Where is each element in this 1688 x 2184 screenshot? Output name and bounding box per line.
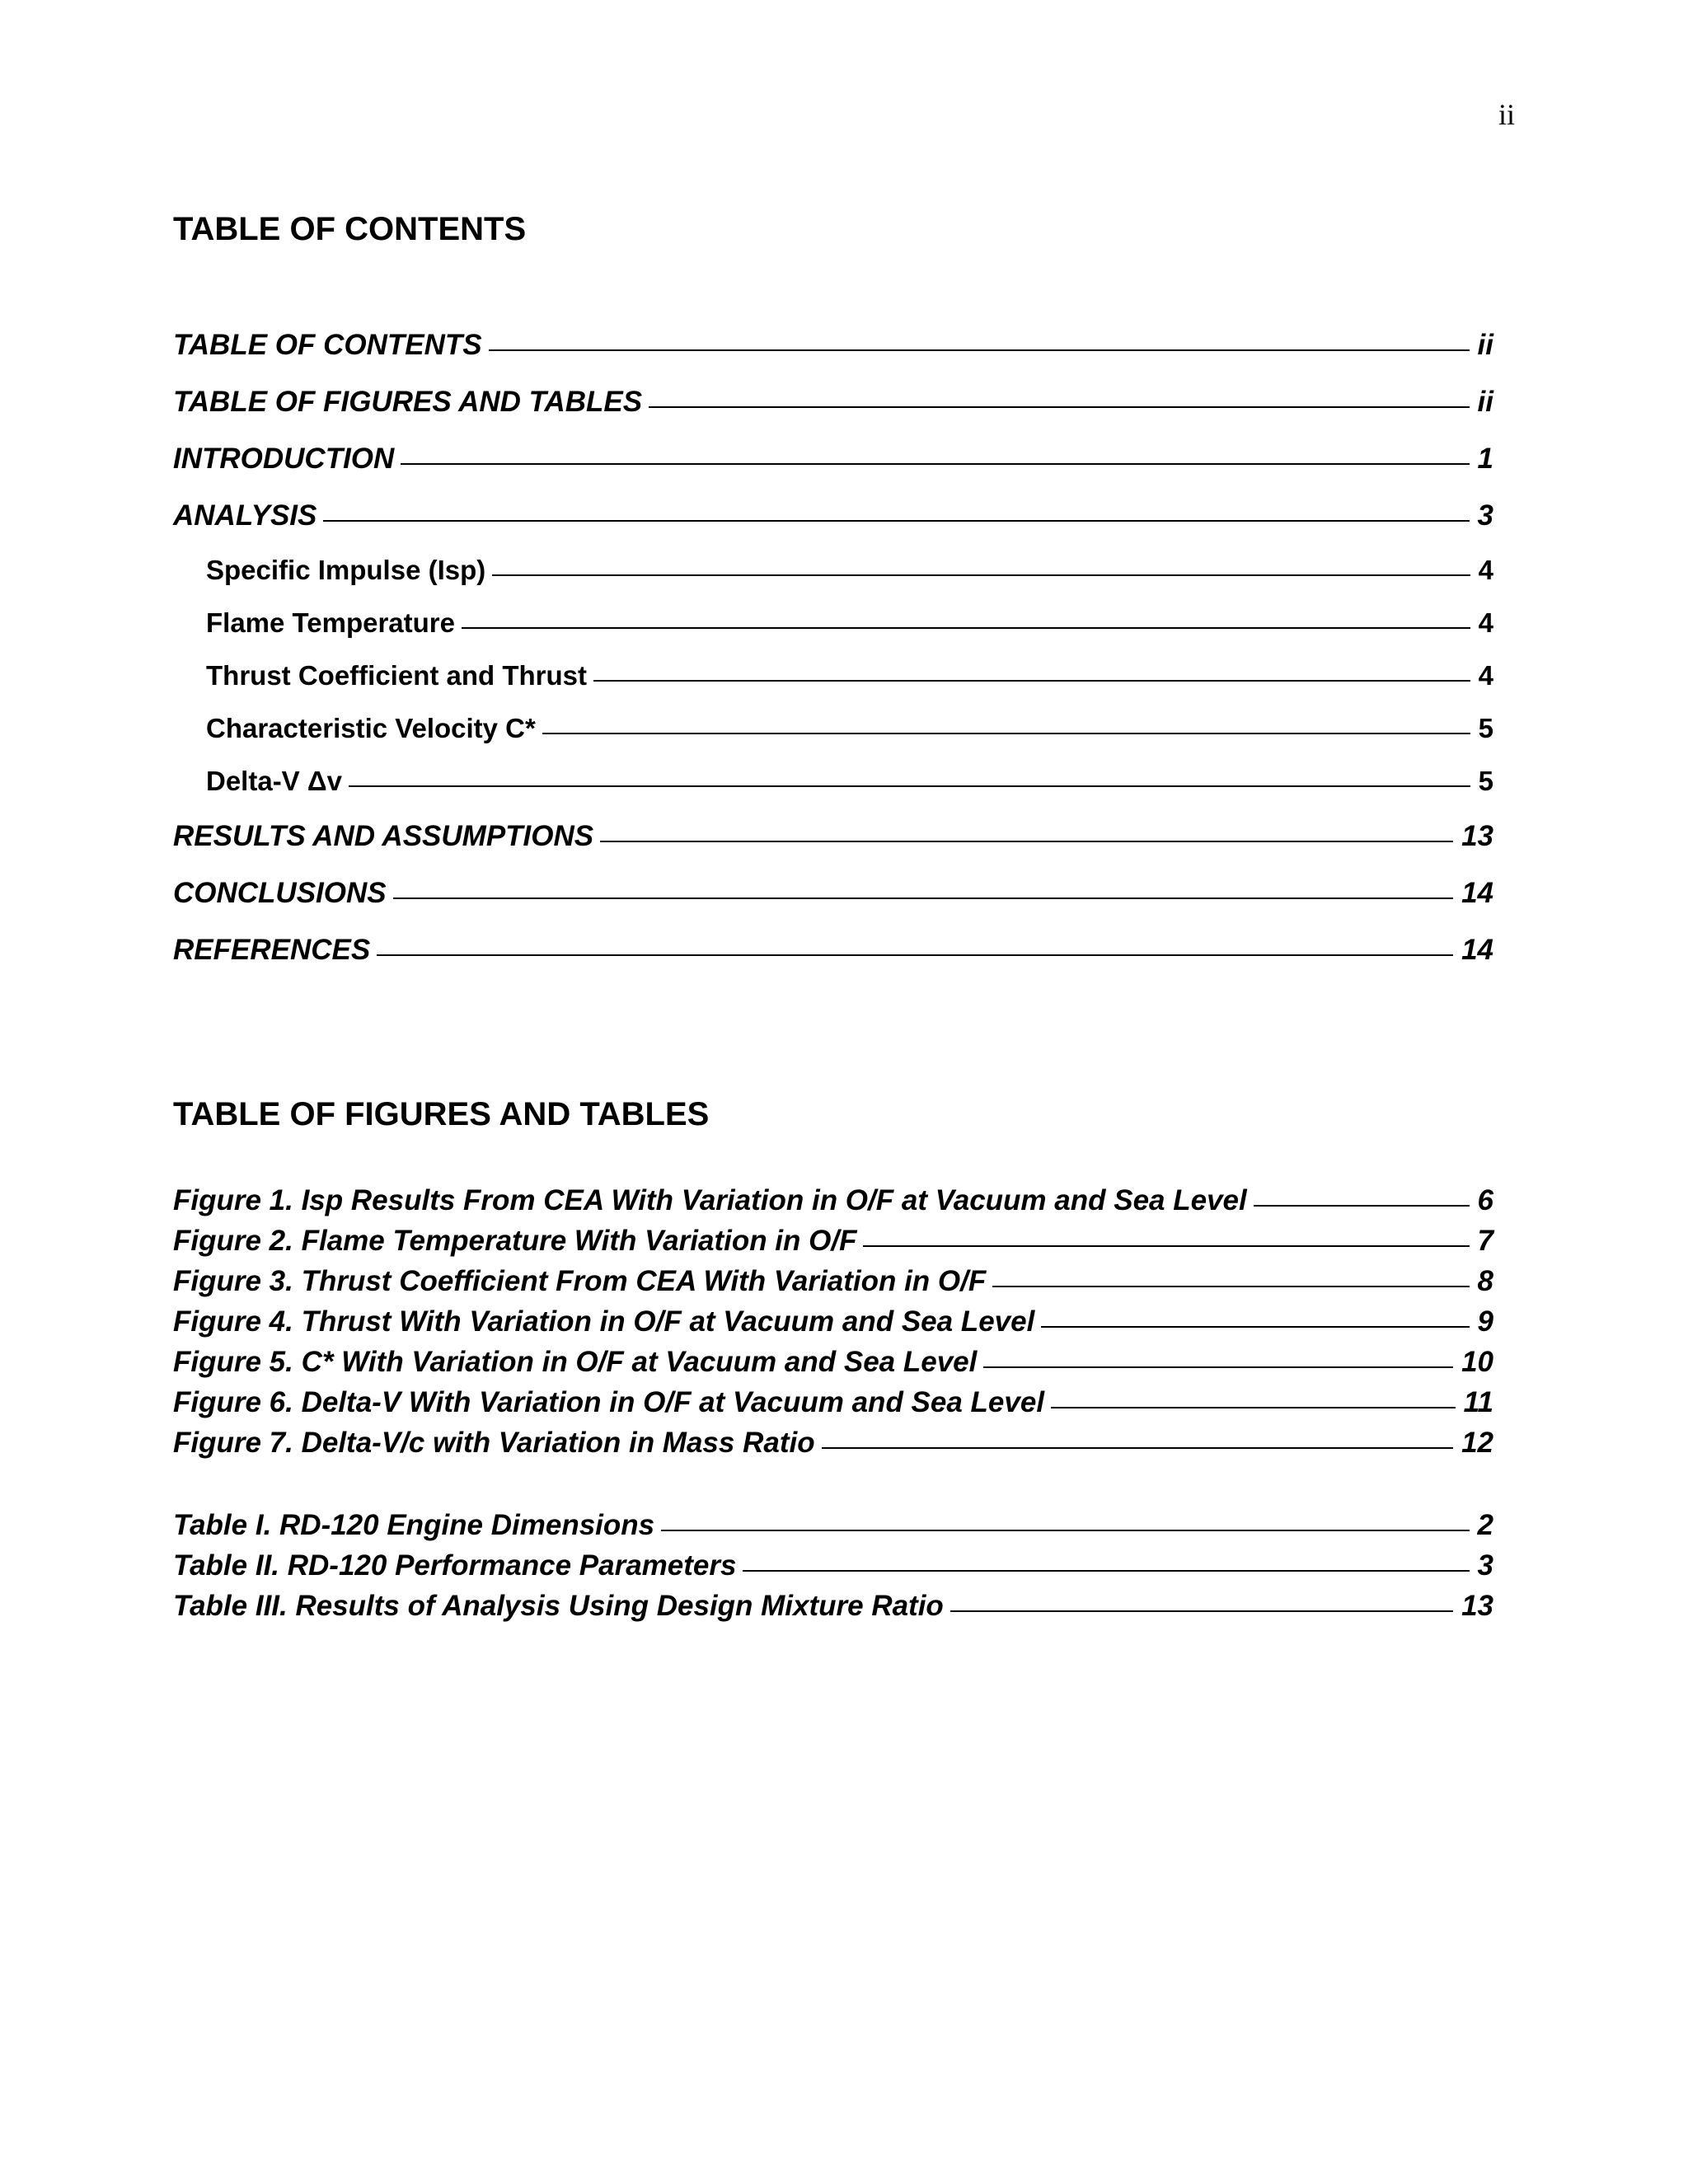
leader-line — [377, 954, 1453, 956]
table-entry-page: 2 — [1477, 1509, 1493, 1541]
figure-entry-label: Figure 6. Delta-V With Variation in O/F at Vacuum and Sea Level — [173, 1386, 1045, 1418]
leader-line — [822, 1447, 1453, 1449]
figure-entry-label: Figure 5. C* With Variation in O/F at Vacuum and Sea Level — [173, 1346, 978, 1378]
figure-entry-3[interactable] — [173, 1261, 1493, 1301]
figure-entry-page: 9 — [1477, 1305, 1493, 1338]
leader-line — [950, 1610, 1453, 1612]
toc-heading: TABLE OF CONTENTS — [173, 211, 527, 247]
leader-line — [1254, 1205, 1470, 1207]
figure-entry-label: Figure 4. Thrust With Variation in O/F at Vacuum and Sea Level — [173, 1305, 1035, 1338]
figure-entry-page: 12 — [1461, 1427, 1493, 1459]
figure-entry-label: Figure 3. Thrust Coefficient From CEA With Variation in O/F — [173, 1265, 987, 1297]
figure-entry-1[interactable] — [173, 1180, 1493, 1221]
toc-entry-label: Flame Temperature — [206, 607, 455, 638]
leader-line — [323, 520, 1469, 522]
figure-entry-label: Figure 1. Isp Results From CEA With Variation in O/F at Vacuum and Sea Level — [173, 1184, 1247, 1216]
toc-entry-label: ANALYSIS — [173, 499, 317, 532]
table-list — [173, 1505, 1493, 1626]
table-entry-page: 3 — [1477, 1549, 1493, 1582]
toc-entry-page: 14 — [1461, 934, 1493, 966]
toc-entry-page: 4 — [1478, 660, 1493, 691]
toc-entry-table-of-figures[interactable] — [173, 373, 1493, 430]
figure-entry-7[interactable] — [173, 1422, 1493, 1463]
figure-list — [173, 1180, 1493, 1463]
toc-entry-analysis[interactable] — [173, 487, 1493, 544]
figure-entry-6[interactable] — [173, 1382, 1493, 1422]
leader-line — [863, 1245, 1469, 1247]
leader-line — [1041, 1326, 1469, 1328]
leader-line — [600, 841, 1453, 842]
toc-entry-specific-impulse[interactable] — [173, 544, 1493, 597]
toc-entry-page: ii — [1477, 329, 1493, 361]
leader-line — [992, 1286, 1469, 1287]
toc-entry-page: 4 — [1478, 607, 1493, 638]
figure-entry-label: Figure 7. Delta-V/c with Variation in Mass Ratio — [173, 1427, 815, 1459]
tof-heading: TABLE OF FIGURES AND TABLES — [173, 1096, 710, 1132]
toc-entry-introduction[interactable] — [173, 430, 1493, 487]
leader-line — [983, 1366, 1453, 1368]
toc-entry-label: RESULTS AND ASSUMPTIONS — [173, 820, 594, 852]
page-number: ii — [1498, 98, 1515, 131]
table-entry-3[interactable] — [173, 1586, 1493, 1626]
leader-line — [593, 680, 1470, 682]
toc-entry-conclusions[interactable] — [173, 865, 1493, 921]
figure-entry-4[interactable] — [173, 1301, 1493, 1342]
toc-entry-page: 14 — [1461, 877, 1493, 909]
figure-entry-page: 11 — [1463, 1386, 1493, 1418]
toc-entry-references[interactable] — [173, 921, 1493, 978]
toc-entry-label: REFERENCES — [173, 934, 371, 966]
leader-line — [393, 898, 1453, 899]
toc-entry-page: 1 — [1477, 443, 1493, 475]
toc-entry-page: ii — [1477, 386, 1493, 418]
figure-entry-page: 6 — [1477, 1184, 1493, 1216]
table-entry-label: Table II. RD-120 Performance Parameters — [173, 1549, 737, 1582]
leader-line — [401, 463, 1469, 465]
toc-entry-label: Delta-V Δv — [206, 766, 342, 796]
figure-entry-page: 8 — [1477, 1265, 1493, 1297]
toc-entry-page: 4 — [1478, 555, 1493, 585]
toc-entry-delta-v[interactable] — [173, 755, 1493, 808]
leader-line — [649, 406, 1469, 408]
toc-entry-label: CONCLUSIONS — [173, 877, 387, 909]
leader-line — [462, 627, 1470, 629]
leader-line — [743, 1570, 1469, 1572]
toc-entry-page: 5 — [1478, 766, 1493, 796]
toc-list — [173, 316, 1493, 978]
figure-entry-page: 7 — [1477, 1225, 1493, 1257]
toc-entry-page: 3 — [1477, 499, 1493, 532]
figure-entry-2[interactable] — [173, 1221, 1493, 1261]
figure-entry-5[interactable] — [173, 1342, 1493, 1382]
toc-entry-label: Specific Impulse (Isp) — [206, 555, 486, 585]
toc-entry-results[interactable] — [173, 808, 1493, 865]
toc-entry-label: INTRODUCTION — [173, 443, 395, 475]
toc-entry-label: Characteristic Velocity C* — [206, 713, 536, 743]
toc-entry-characteristic-velocity[interactable] — [173, 702, 1493, 755]
toc-entry-label: Thrust Coefficient and Thrust — [206, 660, 587, 691]
toc-entry-page: 5 — [1478, 713, 1493, 743]
figure-entry-label: Figure 2. Flame Temperature With Variation in O/F — [173, 1225, 857, 1257]
table-entry-label: Table III. Results of Analysis Using Design Mixture Ratio — [173, 1590, 944, 1622]
toc-entry-page: 13 — [1461, 820, 1493, 852]
leader-line — [489, 349, 1470, 351]
table-entry-label: Table I. RD-120 Engine Dimensions — [173, 1509, 655, 1541]
table-entry-page: 13 — [1461, 1590, 1493, 1622]
toc-entry-label: TABLE OF FIGURES AND TABLES — [173, 386, 643, 418]
toc-entry-label: TABLE OF CONTENTS — [173, 329, 482, 361]
table-entry-2[interactable] — [173, 1545, 1493, 1586]
figure-entry-page: 10 — [1461, 1346, 1493, 1378]
leader-line — [492, 574, 1470, 576]
leader-line — [349, 785, 1470, 787]
table-entry-1[interactable] — [173, 1505, 1493, 1545]
toc-entry-flame-temperature[interactable] — [173, 597, 1493, 649]
toc-entry-thrust-coefficient[interactable] — [173, 649, 1493, 702]
toc-entry-table-of-contents[interactable] — [173, 316, 1493, 373]
leader-line — [542, 733, 1470, 734]
leader-line — [1051, 1407, 1456, 1408]
leader-line — [661, 1530, 1469, 1531]
